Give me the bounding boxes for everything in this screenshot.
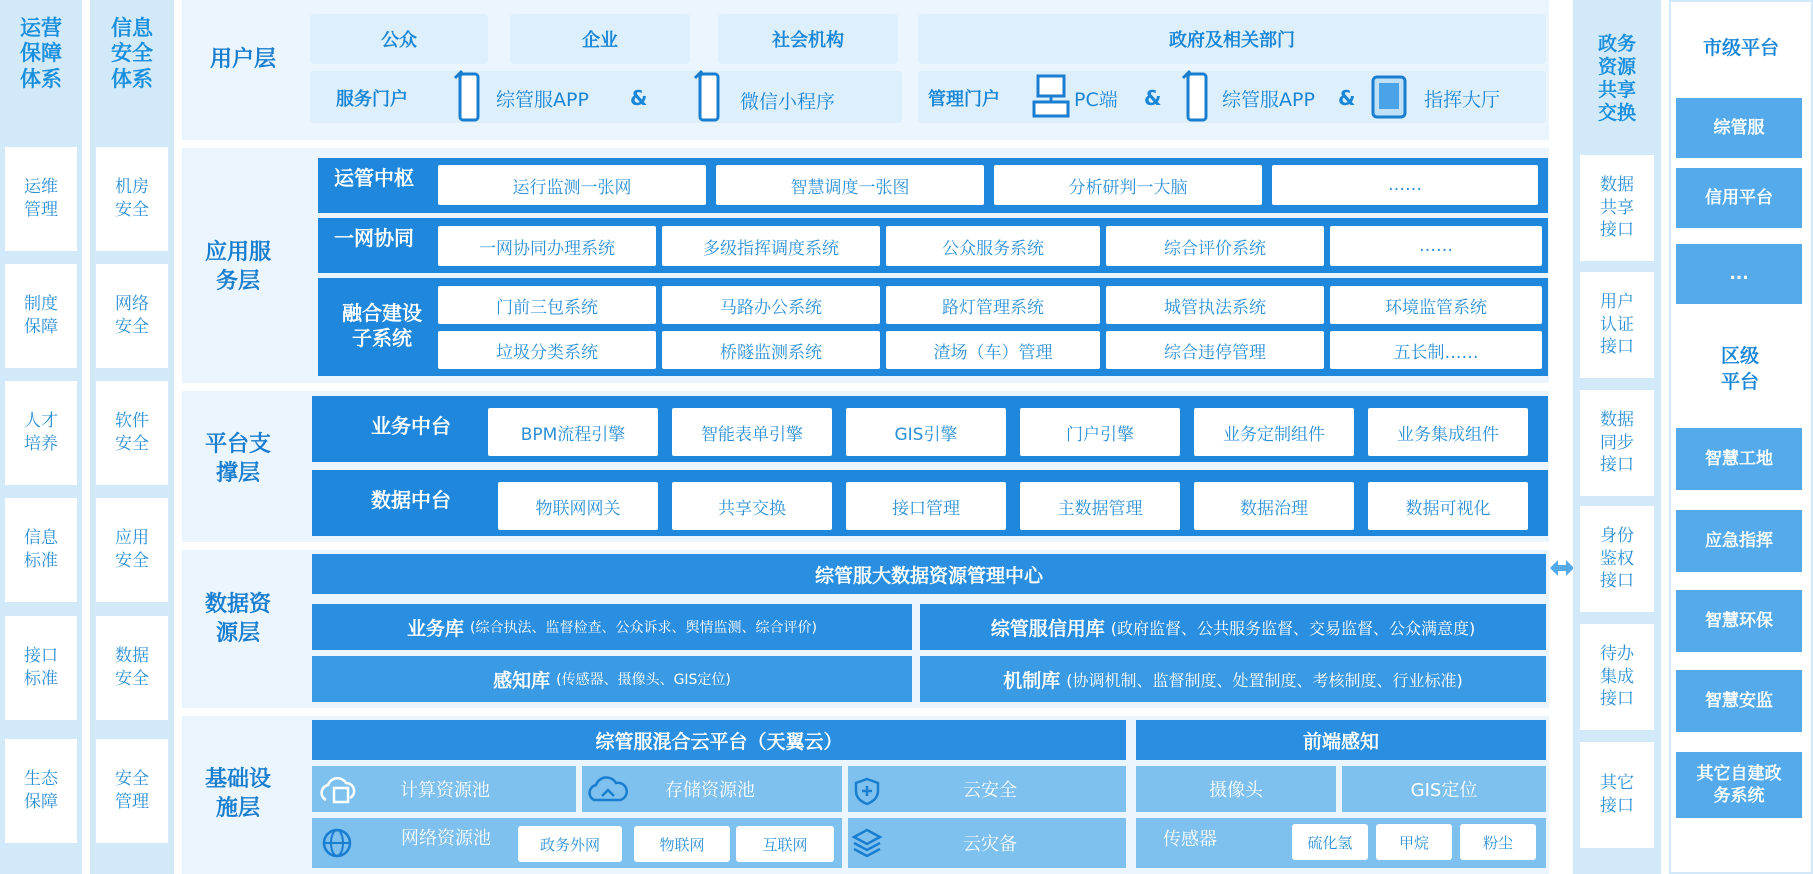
mech-db	[920, 656, 1546, 702]
security-item: 安全管理	[96, 739, 168, 843]
fusion-item: 综合违停管理	[1106, 331, 1324, 369]
ops-item: 运维管理	[5, 147, 77, 251]
infra-layer-label: 基础设施层	[205, 767, 272, 821]
data-platform-item: 数据治理	[1194, 482, 1354, 530]
sensor-h2s: 硫化氢	[1292, 824, 1368, 860]
biz-db-detail: (综合执法、监督检查、公众诉求、舆情监测、综合评价)	[470, 620, 817, 636]
biz-platform-item: GIS引擎	[846, 408, 1006, 456]
fusion-item: 马路办公系统	[662, 286, 880, 324]
security-item: 机房安全	[96, 147, 168, 251]
hub-item: 智慧调度一张图	[716, 165, 984, 205]
net-internet: 互联网	[736, 826, 834, 862]
command-hall-label: 指挥大厅	[1424, 88, 1501, 111]
district-platform-item: 智慧工地	[1676, 428, 1802, 490]
biz-platform-item: 业务集成组件	[1368, 408, 1528, 456]
credit-db	[920, 604, 1546, 650]
credit-db-detail: (政府监督、公共服务监督、交易监督、公众满意度)	[1110, 618, 1476, 638]
amp-symbol: &	[1144, 86, 1162, 110]
network-pool-label: 网络资源池	[401, 828, 491, 849]
security-item: 应用安全	[96, 498, 168, 602]
collab-item: 多级指挥调度系统	[662, 226, 880, 266]
front-sensing-bar: 前端感知	[1136, 720, 1546, 760]
sense-db-detail: (传感器、摄像头、GIS定位)	[556, 672, 731, 688]
collab-item: 综合评价系统	[1106, 226, 1324, 266]
collab-item: 一网协同办理系统	[438, 226, 656, 266]
fusion-item: 城管执法系统	[1106, 286, 1324, 324]
audience-enterprise: 企业	[510, 14, 690, 64]
storage-pool-label: 存储资源池	[665, 780, 755, 801]
management-portal-label: 管理门户	[928, 89, 1000, 110]
data-platform-item: 主数据管理	[1020, 482, 1180, 530]
biz-platform-item: BPM流程引擎	[488, 408, 658, 456]
gis-box: GIS定位	[1342, 766, 1546, 812]
district-platform-item: 其它自建政务系统	[1676, 752, 1802, 818]
biz-platform-item: 门户引擎	[1020, 408, 1180, 456]
ops-title: 运营保障体系	[20, 16, 62, 91]
exchange-title: 政务资源共享交换	[1597, 33, 1636, 124]
fusion-label: 融合建设子系统	[342, 301, 422, 350]
city-platform-item: ...	[1676, 244, 1802, 304]
fusion-item: 门前三包系统	[438, 286, 656, 324]
audience-public: 公众	[310, 14, 488, 64]
net-gov: 政务外网	[518, 826, 622, 862]
audience-social-org: 社会机构	[718, 14, 898, 64]
data-layer-label: 数据资源层	[205, 592, 272, 646]
district-platform-item: 智慧环保	[1676, 590, 1802, 652]
ops-item: 信息标准	[5, 498, 77, 602]
ops-item: 生态保障	[5, 739, 77, 843]
audience-government: 政府及相关部门	[918, 14, 1546, 64]
cloud-server-icon	[318, 774, 358, 806]
district-platform-title: 区级平台	[1720, 345, 1759, 393]
cloud-security-label: 云安全	[963, 780, 1017, 801]
hub-item: 运行监测一张网	[438, 165, 706, 205]
sensor-methane: 甲烷	[1376, 824, 1452, 860]
desktop-computer-icon	[1030, 72, 1074, 122]
mech-db-detail: (协调机制、监督制度、处置制度、考核制度、行业标准)	[1066, 670, 1463, 690]
fusion-item: 路灯管理系统	[886, 286, 1100, 324]
biz-db	[312, 604, 912, 650]
exchange-item: 其它接口	[1580, 742, 1654, 848]
globe-icon	[320, 826, 354, 860]
city-platform-item: 综管服	[1676, 98, 1802, 158]
biz-platform-item: 业务定制组件	[1194, 408, 1354, 456]
data-center-bar: 综管服大数据资源管理中心	[312, 554, 1546, 594]
exchange-item: 待办集成接口	[1580, 624, 1654, 730]
ops-item: 制度保障	[5, 264, 77, 368]
mobile-phone-icon	[692, 68, 726, 124]
security-title: 信息安全体系	[111, 16, 153, 91]
exchange-item: 身份鉴权接口	[1580, 506, 1654, 612]
app-label: 综管服APP	[1222, 88, 1315, 111]
fusion-item: 垃圾分类系统	[438, 331, 656, 369]
credit-db-name: 综管服信用库	[990, 617, 1105, 640]
biz-platform-label: 业务中台	[371, 413, 451, 438]
hybrid-cloud-bar: 综管服混合云平台（天翼云）	[312, 720, 1126, 760]
security-item: 网络安全	[96, 264, 168, 368]
sensor-dust: 粉尘	[1460, 824, 1536, 860]
ops-item: 接口标准	[5, 616, 77, 720]
security-item: 软件安全	[96, 381, 168, 485]
camera-box: 摄像头	[1136, 766, 1336, 812]
hub-label: 运管中枢	[334, 165, 414, 190]
sense-db-name: 感知库	[493, 669, 551, 692]
compute-pool-label: 计算资源池	[400, 780, 490, 801]
fusion-item: 五长制……	[1330, 331, 1542, 369]
amp-symbol: &	[1338, 86, 1356, 110]
fusion-item: 环境监管系统	[1330, 286, 1542, 324]
app-label: 综管服APP	[496, 88, 589, 111]
city-platform-title: 市级平台	[1702, 36, 1779, 59]
data-platform-item: 接口管理	[846, 482, 1006, 530]
district-platform-item: 应急指挥	[1676, 510, 1802, 572]
net-iot: 物联网	[634, 826, 730, 862]
collab-label: 一网协同	[334, 225, 414, 250]
collab-item: 公众服务系统	[886, 226, 1100, 266]
service-portal-label: 服务门户	[336, 89, 408, 110]
user-layer-label: 用户层	[209, 46, 276, 72]
exchange-item: 用户认证接口	[1580, 272, 1654, 378]
city-platform-item: 信用平台	[1676, 168, 1802, 228]
cloud-backup-label: 云灾备	[963, 834, 1017, 855]
layers-icon	[850, 826, 884, 860]
mobile-phone-icon	[1180, 68, 1214, 124]
tablet-icon	[1370, 74, 1408, 120]
cloud-storage-icon	[586, 774, 630, 806]
security-item: 数据安全	[96, 616, 168, 720]
ops-item: 人才培养	[5, 381, 77, 485]
data-platform-item: 共享交换	[672, 482, 832, 530]
pc-label: PC端	[1074, 88, 1118, 111]
biz-platform-item: 智能表单引擎	[672, 408, 832, 456]
shield-icon	[852, 776, 882, 806]
sense-db	[312, 656, 912, 702]
data-platform-label: 数据中台	[371, 487, 451, 512]
biz-db-name: 业务库	[407, 617, 465, 640]
platform-layer-label: 平台支撑层	[205, 432, 272, 486]
collab-item: ……	[1330, 226, 1542, 266]
district-platform-item: 智慧安监	[1676, 670, 1802, 732]
data-platform-item: 数据可视化	[1368, 482, 1528, 530]
mech-db-name: 机制库	[1003, 669, 1061, 692]
fusion-item: 桥隧监测系统	[662, 331, 880, 369]
bidirectional-arrow-icon	[1548, 556, 1576, 580]
fusion-item: 渣场（车）管理	[886, 331, 1100, 369]
hub-item: 分析研判一大脑	[994, 165, 1262, 205]
amp-symbol: &	[630, 86, 648, 110]
app-layer-label: 应用服务层	[205, 240, 272, 294]
sensor-label: 传感器	[1163, 829, 1217, 850]
mini-program-label: 微信小程序	[740, 90, 836, 113]
hub-item: ……	[1272, 165, 1538, 205]
exchange-item: 数据同步接口	[1580, 390, 1654, 496]
mobile-phone-icon	[452, 68, 486, 124]
exchange-item: 数据共享接口	[1580, 155, 1654, 261]
data-platform-item: 物联网网关	[498, 482, 658, 530]
